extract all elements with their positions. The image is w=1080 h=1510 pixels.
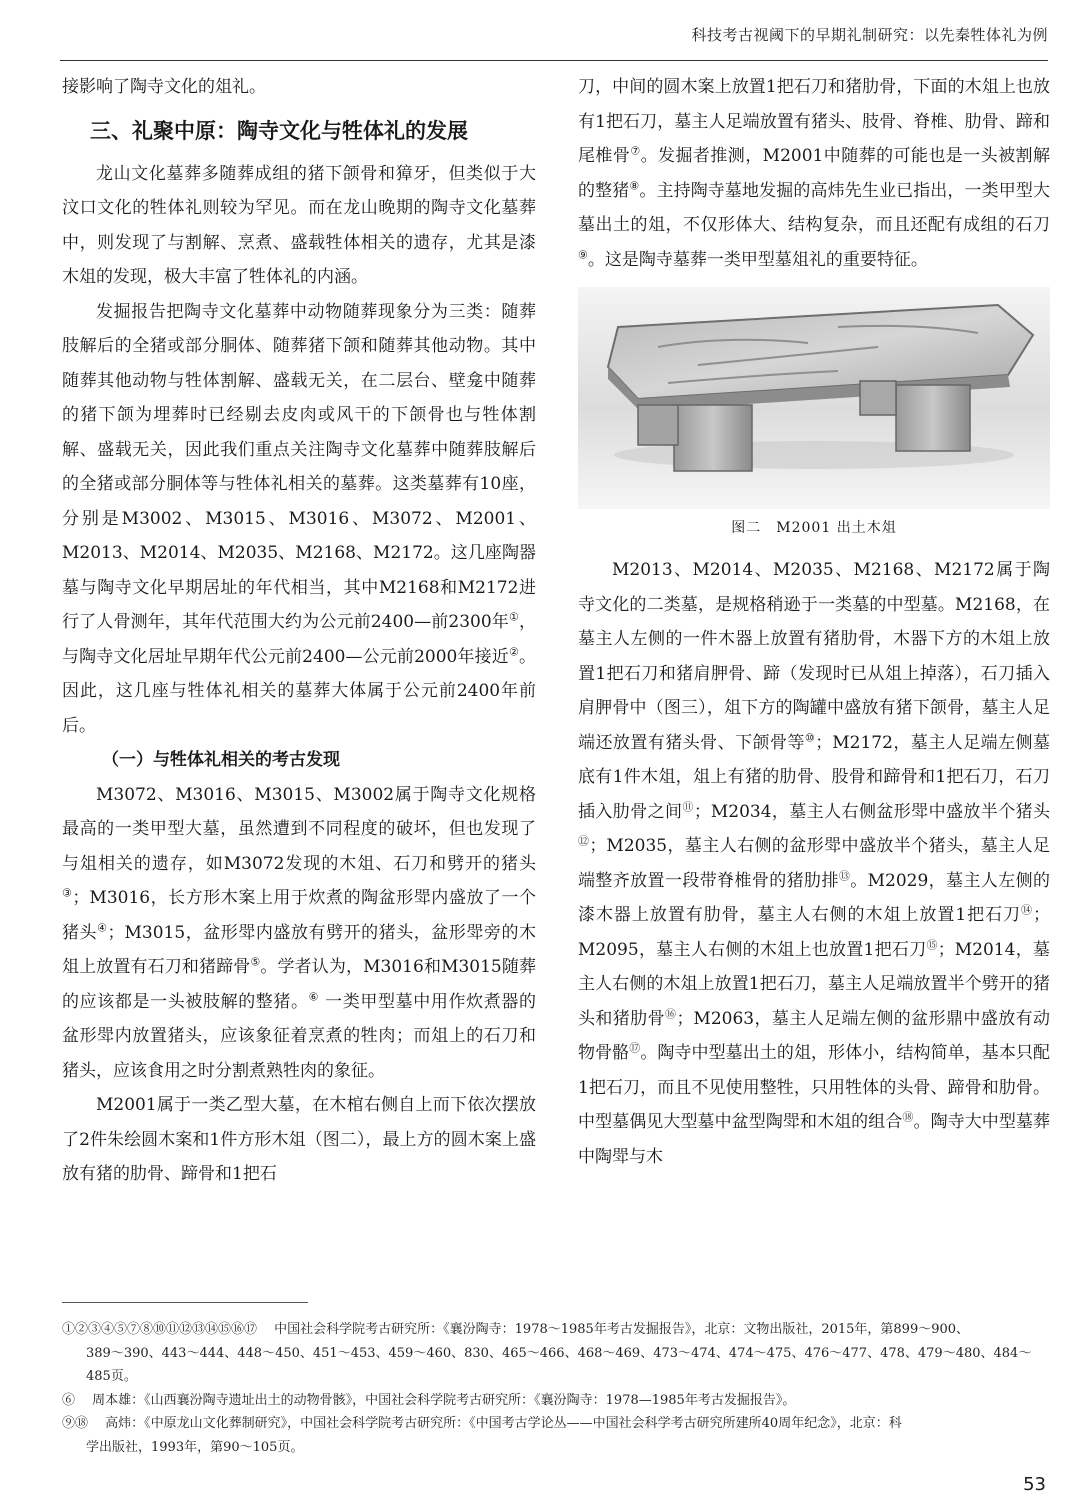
footnote-ref[interactable]: ⑥: [308, 989, 320, 1003]
footnote: [62, 1412, 1052, 1459]
footnote-marks: ⑨⑱: [62, 1416, 89, 1431]
paragraph: 发掘报告把陶寺文化墓葬中动物随葬现象分为三类：随葬肢解后的全猪或部分胴体、随葬猪下颌和随葬其他动物。其中随葬其他动物与牲体割解、盛载无关，在二层台、壁龛中随葬的猪下颌为埋葬时已经剔去皮肉或风干的下颌骨也与牲体割解、盛载无关，因此我们重点关注陶寺文化墓葬中随葬肢解后的全猪或部分胴体等与牲体礼相关的墓葬。这类墓葬有10座，分别是M3002、M3015、M3016、M3072、M2001、M2013、M2014、M2035、M2168、M2172。这几座陶器墓与陶寺文化早期居址的年代相当，其中M2168和M2172进行了人骨测年，其年代范围大约为公元前2400—前2300年①，与陶寺文化居址早期年代公元前2400—公元前2000年接近②。因此，这几座与牲体礼相关的墓葬大体属于公元前2400年前后。: [62, 301, 536, 736]
left-column: [62, 70, 536, 1192]
footnote-ref[interactable]: ⑭: [1021, 903, 1033, 917]
footnote-marks: ⑥: [62, 1392, 76, 1408]
footnote-ref[interactable]: ⑦: [630, 144, 641, 158]
footnote-text: 周本雄：《山西襄汾陶寺遗址出土的动物骨骸》，中国社会科学院考古研究所：《襄汾陶寺：1978—1985年考古发掘报告》。: [92, 1392, 796, 1408]
footnote-ref[interactable]: ⑯: [665, 1006, 677, 1020]
running-title: 科技考古视阈下的早期礼制研究：以先秦牲体礼为例: [691, 26, 1048, 44]
footnotes: [62, 1318, 1052, 1459]
paragraph: 龙山文化墓葬多随葬成组的猪下颌骨和獐牙，但类似于大汶口文化的牲体礼则较为罕见。而在龙山晚期的陶寺文化墓葬中，则发现了与割解、烹煮、盛载牲体相关的遗存，尤其是漆木俎的发现，极大丰富了牲体礼的内涵。: [62, 163, 536, 287]
paragraph: M2013、M2014、M2035、M2168、M2172属于陶寺文化的二类墓，是规格稍逊于一类墓的中型墓。M2168，在墓主人左侧的一件木器上放置有猪肋骨，木器下方的木俎上放置1把石刀和猪肩胛骨、蹄（发现时已从俎上掉落），石刀插入肩胛骨中（图三），俎下方的陶罐中盛放有猪下颌骨，墓主人足端还放置有猪头骨、下颌骨等⑩；M2172，墓主人足端左侧墓底有1件木俎，俎上有猪的肋骨、股骨和蹄骨和1把石刀，石刀插入肋骨之间⑪；M2034，墓主人右侧盆形斝中盛放半个猪头⑫；M2035，墓主人右侧的盆形斝中盛放半个猪头，墓主人足端整齐放置一段带脊椎骨的猪肋排⑬。M2029，墓主人左侧的漆木器上放置有肋骨，墓主人右侧的木俎上放置1把石刀⑭；M2095，墓主人右侧的木俎上也放置1把石刀⑮；M2014，墓主人右侧的木俎上放置1把石刀，墓主人足端放置半个劈开的猪头和猪肋骨⑯；M2063，墓主人足端左侧的盆形鼎中盛放有动物骨骼⑰。陶寺中型墓出土的俎，形体小，结构简单，基本只配1把石刀，而且不见使用整牲，只用牲体的头骨、蹄骨和肋骨。中型墓偶见大型墓中盆型陶斝和木俎的组合⑱。陶寺大中型墓葬中陶斝与木: [578, 560, 1051, 1167]
page-number: 53: [1023, 1474, 1046, 1495]
running-header: [60, 0, 1048, 61]
paragraph: 接影响了陶寺文化的俎礼。: [62, 77, 266, 97]
paragraph: M3072、M3016、M3015、M3002属于陶寺文化规格最高的一类甲型大墓，虽然遭到不同程度的破坏，但也发现了与俎相关的遗存，如M3072发现的木俎、石刀和劈开的猪头③；M3016，长方形木案上用于炊煮的陶盆形斝内盛放了一个猪头④；M3015，盆形斝内盛放有劈开的猪头，盆形斝旁的木俎上放置有石刀和猪蹄骨⑤。学者认为，M3016和M3015随葬的应该都是一头被肢解的整猪。⑥ 一类甲型墓中用作炊煮器的盆形斝内放置猪头，应该象征着烹煮的牲肉；而俎上的石刀和猪头，应该食用之时分割煮熟牲肉的象征。: [62, 784, 536, 1081]
wooden-zu-illustration: [578, 287, 1050, 509]
footnote-ref[interactable]: ⑪: [682, 799, 694, 813]
footnote-ref[interactable]: ⑫: [578, 834, 590, 848]
footnote-text-continued: 学出版社，1993年，第90～105页。: [86, 1439, 304, 1455]
footnote-ref[interactable]: ⑰: [629, 1041, 641, 1055]
footnote-ref[interactable]: ⑮: [926, 937, 938, 951]
subsection-title: （一）与牲体礼相关的考古发现: [102, 750, 340, 770]
footnote-ref[interactable]: ⑤: [250, 955, 261, 969]
footnote-ref[interactable]: ④: [97, 920, 108, 934]
section-title: 三、礼聚中原：陶寺文化与牲体礼的发展: [90, 118, 468, 143]
paragraph: 刀，中间的圆木案上放置1把石刀和猪肋骨，下面的木俎上也放有1把石刀，墓主人足端放置有猪头、肢骨、脊椎、肋骨、蹄和尾椎骨⑦。发掘者推测，M2001中随葬的可能也是一头被割解的整猪⑧。主持陶寺墓地发掘的高炜先生业已指出，一类甲型大墓出土的俎，不仅形体大、结构复杂，而且还配有成组的石刀⑨。这是陶寺墓葬一类甲型墓俎礼的重要特征。: [578, 77, 1051, 270]
footnote-ref[interactable]: ⑨: [578, 247, 588, 261]
right-column: [578, 70, 1050, 1174]
footnote-ref[interactable]: ⑩: [804, 730, 816, 744]
footnote-ref[interactable]: ②: [508, 644, 519, 658]
footnote-divider: [62, 1302, 308, 1303]
footnote-text: 中国社会科学院考古研究所：《襄汾陶寺：1978～1985年考古发掘报告》，北京：文物出版社，2015年，第899～900、: [274, 1322, 970, 1337]
footnote-marks: ①②③④⑤⑦⑧⑩⑪⑫⑬⑭⑮⑯⑰: [62, 1322, 258, 1337]
footnote-ref[interactable]: ⑱: [902, 1110, 914, 1124]
footnote-ref[interactable]: ①: [508, 610, 519, 624]
figure-wooden-zu-photo: [578, 287, 1050, 509]
footnote-text: 高炜：《中原龙山文化葬制研究》，中国社会科学院考古研究所：《中国考古学论丛——中国社会科学考古研究所建所40周年纪念》，北京：科: [105, 1416, 902, 1431]
footnote: [62, 1318, 1052, 1389]
footnote-ref[interactable]: ⑧: [629, 178, 640, 192]
figure-caption: 图二 M2001 出土木俎: [731, 520, 897, 536]
footnote-text-continued: 389～390、443～444、448～450、451～453、459～460、830、465～466、468～469、473～474、474～475、476～477、478、479～480、484～485页。: [86, 1345, 1032, 1384]
paragraph: M2001属于一类乙型大墓，在木棺右侧自上而下依次摆放了2件朱绘圆木案和1件方形木俎（图二），最上方的圆木案上盛放有猪的肋骨、蹄骨和1把石: [62, 1095, 536, 1184]
footnote-ref[interactable]: ③: [62, 886, 73, 900]
footnote: [62, 1389, 1052, 1413]
footnote-ref[interactable]: ⑬: [838, 868, 851, 882]
